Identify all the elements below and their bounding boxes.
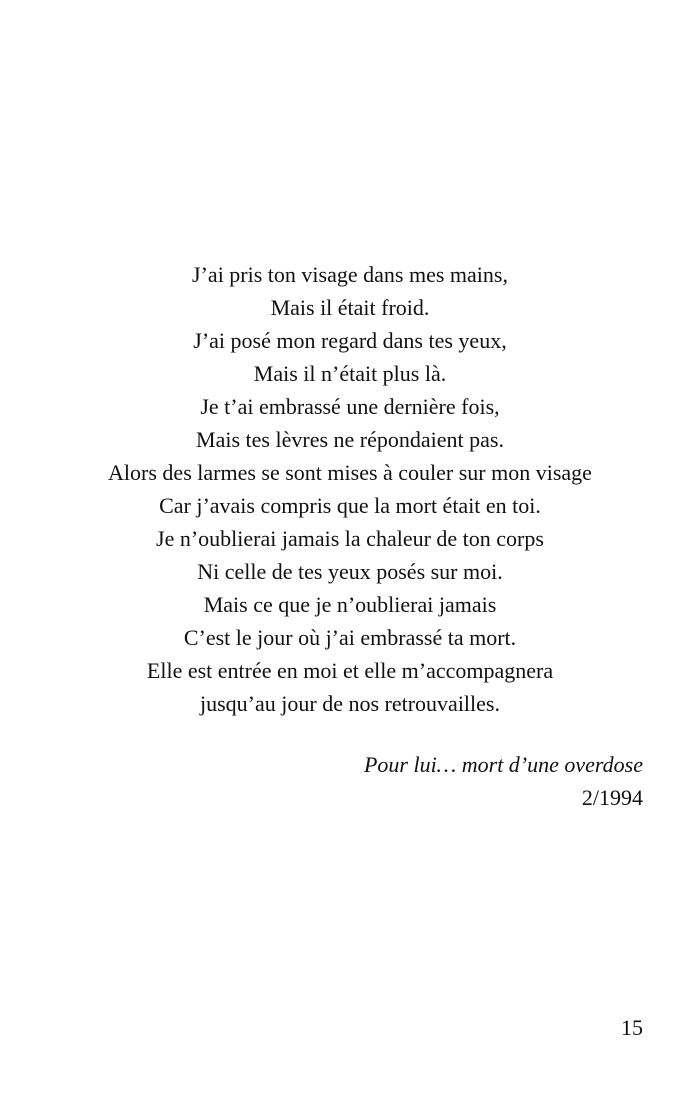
poem-date: 2/1994 [581,785,643,810]
poem-line: Alors des larmes se sont mises à couler sur mon visage [108,460,592,485]
dedication-text: Pour lui… mort d’une overdose [363,752,643,777]
page-number: 15 [621,1015,643,1040]
poem-line: Mais il était froid. [270,295,430,320]
poem-line: Car j’avais compris que la mort était en toi. [159,493,541,518]
poem-line: J’ai pris ton visage dans mes mains, [192,262,508,287]
poem-line: jusqu’au jour de nos retrouvailles. [200,691,500,716]
poem-line: J’ai posé mon regard dans tes yeux, [193,328,507,353]
poem-line: Mais ce que je n’oublierai jamais [203,592,497,617]
poem-body [0,258,700,720]
poem-line: Elle est entrée en moi et elle m’accompagnera [146,658,554,683]
poem-line: Ni celle de tes yeux posés sur moi. [197,559,503,584]
poem-line: Mais il n’était plus là. [253,361,447,386]
poem-line: Je t’ai embrassé une dernière fois, [200,394,500,419]
poem-line: Mais tes lèvres ne répondaient pas. [196,427,504,452]
poem-line: Je n’oublierai jamais la chaleur de ton corps [156,526,544,551]
dedication-block [364,748,643,814]
poem-line: C’est le jour où j’ai embrassé ta mort. [183,625,517,650]
